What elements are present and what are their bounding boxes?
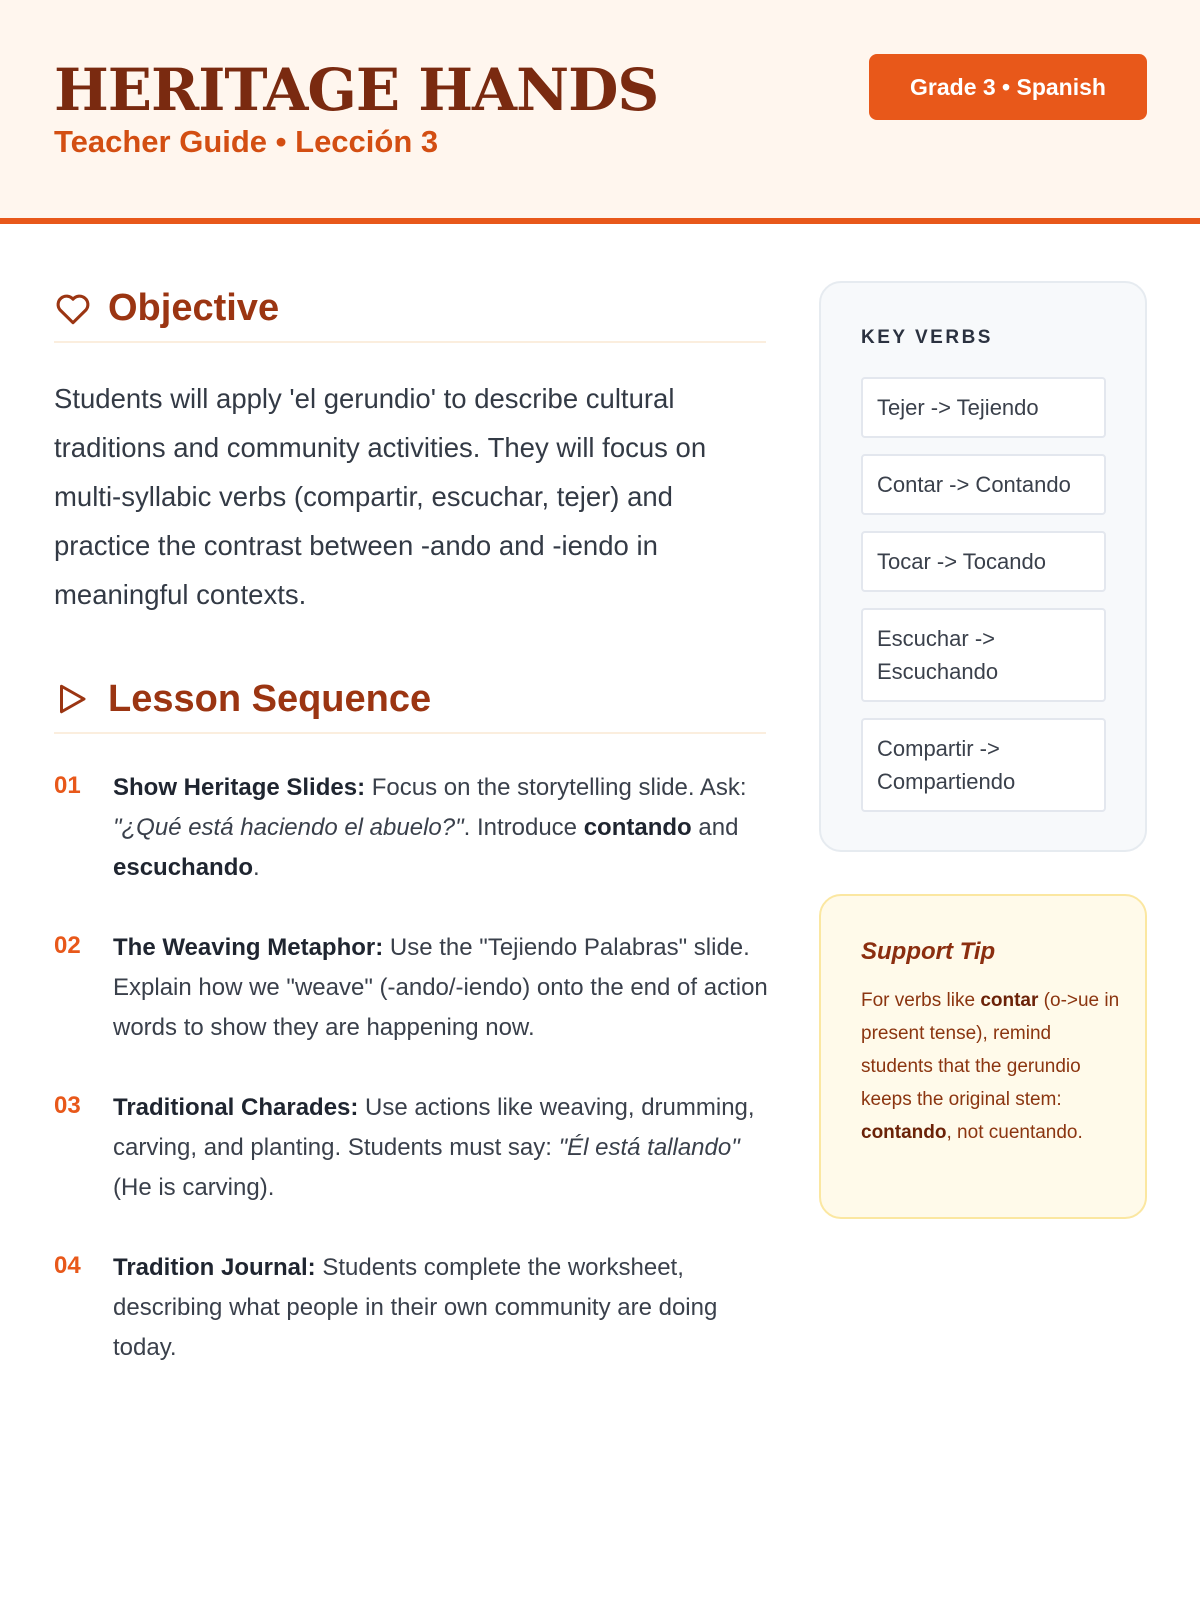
step-word: escuchando bbox=[113, 854, 254, 881]
step-body bbox=[113, 768, 773, 888]
step-number: 01 bbox=[54, 772, 81, 799]
step-quote: "¿Qué está haciendo el abuelo?" bbox=[113, 814, 464, 841]
tip-word: contar bbox=[980, 990, 1039, 1011]
tip-word: contando bbox=[861, 1122, 947, 1143]
step-text: and bbox=[691, 814, 739, 841]
grade-badge: Grade 3 • Spanish bbox=[869, 54, 1147, 120]
step-quote: "Él está tallando" bbox=[558, 1134, 740, 1161]
tip-text-part: For verbs like bbox=[861, 990, 981, 1011]
tip-text-part: , not cuentando. bbox=[946, 1122, 1083, 1143]
step-text: Students complete the worksheet, describing what people in their own community are doing today. bbox=[113, 1254, 718, 1361]
support-tip-text bbox=[861, 984, 1121, 1149]
step-text: Use the "Tejiendo Palabras" slide. Explain how we "weave" (-ando/-iendo) onto the end of action words to show they are happening now. bbox=[113, 934, 768, 1041]
tip-text-part: (o->ue in present tense), remind students that the gerundio keeps the original stem: bbox=[861, 990, 1120, 1110]
step-text: . Introduce bbox=[463, 814, 584, 841]
step-title: Traditional Charades: bbox=[113, 1094, 359, 1121]
heart-icon bbox=[54, 288, 94, 328]
step-text: Use actions like weaving, drumming, carving, and planting. Students must say: bbox=[113, 1094, 755, 1161]
step-text: (He is carving). bbox=[113, 1174, 275, 1201]
step-title: Tradition Journal: bbox=[113, 1254, 316, 1281]
support-tip-title: Support Tip bbox=[861, 938, 996, 965]
objective-text: Students will apply 'el gerundio' to describe cultural traditions and community activities. They will focus on multi-syllabic verbs (compartir, escuchar, tejer) and practice the contrast between -ando and -iendo in meaningful contexts. bbox=[54, 383, 707, 610]
step-body bbox=[113, 928, 773, 1048]
lesson-sequence-heading bbox=[54, 666, 766, 734]
verb-item: Contar -> Contando bbox=[861, 454, 1106, 515]
step-text: . bbox=[253, 854, 260, 881]
verb-item: Compartir -> Compartiendo bbox=[861, 718, 1106, 812]
step-number: 03 bbox=[54, 1092, 81, 1119]
support-tip-card bbox=[819, 894, 1147, 1219]
objective-heading bbox=[54, 275, 766, 343]
step-body bbox=[113, 1088, 773, 1208]
key-verbs-title: KEY VERBS bbox=[861, 327, 993, 348]
step-word: contando bbox=[583, 814, 692, 841]
step-body bbox=[113, 1248, 773, 1368]
page-header bbox=[0, 0, 1200, 224]
verb-item: Escuchar -> Escuchando bbox=[861, 608, 1106, 702]
key-verbs-card bbox=[819, 281, 1147, 852]
step-number: 04 bbox=[54, 1252, 81, 1279]
step-title: Show Heritage Slides: bbox=[113, 774, 366, 801]
step-title: The Weaving Metaphor: bbox=[113, 934, 384, 961]
step-number: 02 bbox=[54, 932, 81, 959]
lesson-sequence-title: Lesson Sequence bbox=[108, 677, 432, 720]
verb-item: Tocar -> Tocando bbox=[861, 531, 1106, 592]
play-icon bbox=[54, 679, 94, 719]
guide-subtitle: Teacher Guide • Lección 3 bbox=[54, 124, 439, 159]
brand-title: HERITAGE HANDS bbox=[54, 56, 659, 124]
objective-title: Objective bbox=[108, 286, 280, 329]
step-text: Focus on the storytelling slide. Ask: bbox=[365, 774, 747, 801]
verb-item: Tejer -> Tejiendo bbox=[861, 377, 1106, 438]
